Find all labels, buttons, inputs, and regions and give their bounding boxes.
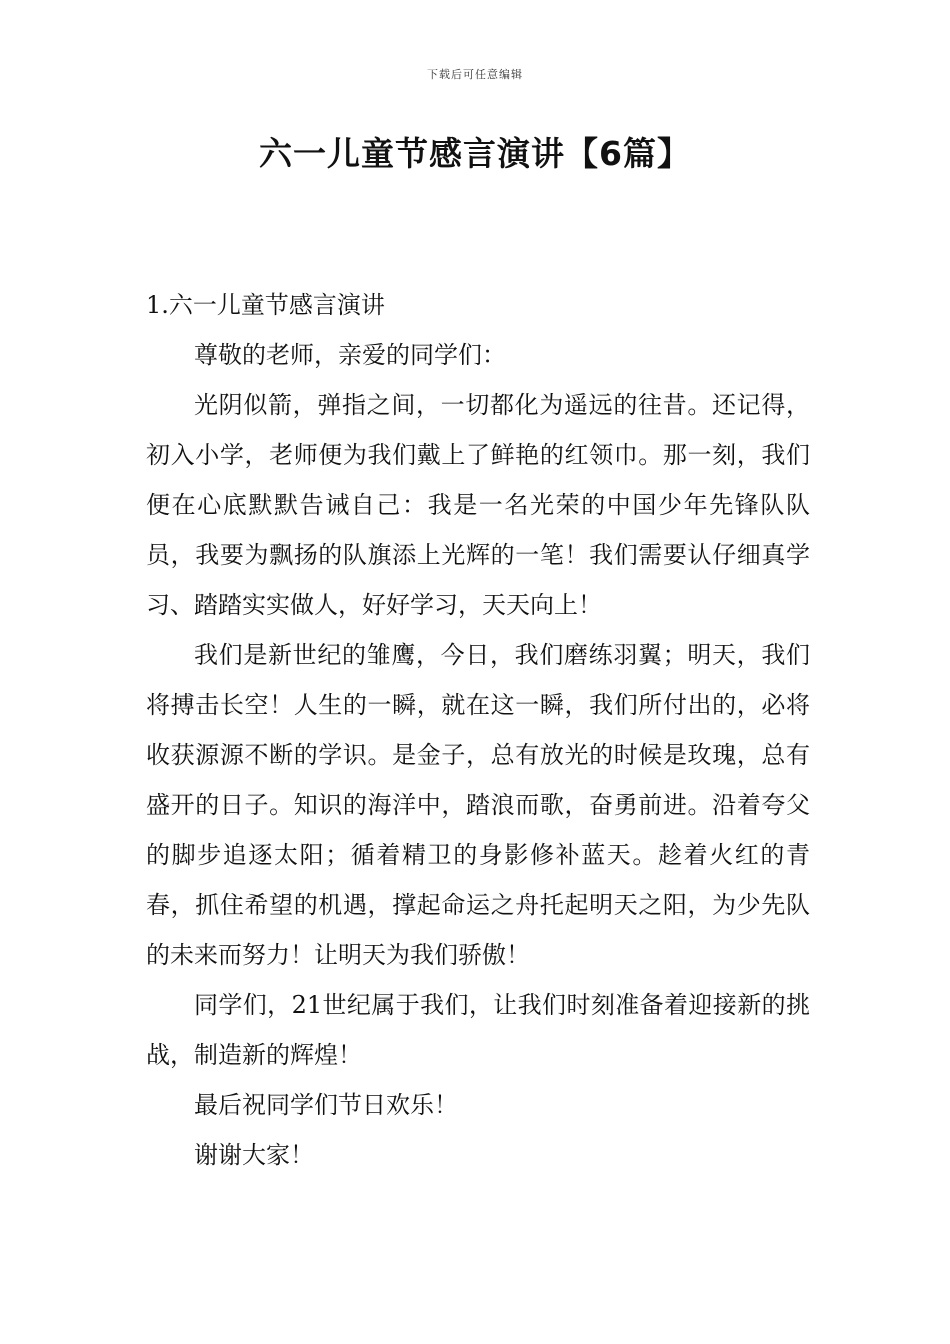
- document-title: 六一儿童节感言演讲【6篇】: [259, 134, 691, 173]
- header-note: 下载后可任意编辑: [427, 68, 523, 81]
- document-body: [146, 280, 810, 1180]
- body-paragraph-3: 同学们，21世纪属于我们，让我们时刻准备着迎接新的挑战，制造新的辉煌！: [146, 991, 810, 1069]
- closing-wish-paragraph: 最后祝同学们节日欢乐！: [194, 1091, 458, 1119]
- salutation-paragraph: 尊敬的老师，亲爱的同学们：: [194, 341, 506, 369]
- body-paragraph-2: 我们是新世纪的雏鹰，今日，我们磨练羽翼；明天，我们将搏击长空！人生的一瞬，就在这一瞬，我们所付出的，必将收获源源不断的学识。是金子，总有放光的时候是玫瑰，总有盛开的日子。知识的海洋中，踏浪而歌，奋勇前进。沿着夸父的脚步追逐太阳；循着精卫的身影修补蓝天。趁着火红的青春，抓住希望的机遇，撑起命运之舟托起明天之阳，为少先队的未来而努力！让明天为我们骄傲！: [146, 641, 810, 969]
- body-paragraph-1: 光阴似箭，弹指之间，一切都化为遥远的往昔。还记得，初入小学，老师便为我们戴上了鲜艳的红领巾。那一刻，我们便在心底默默告诫自己：我是一名光荣的中国少年先锋队队员，我要为飘扬的队旗添上光辉的一笔！我们需要认仔细真学习、踏踏实实做人，好好学习，天天向上！: [146, 391, 810, 619]
- section-heading: 1.六一儿童节感言演讲: [146, 291, 385, 319]
- thanks-paragraph: 谢谢大家！: [194, 1141, 314, 1169]
